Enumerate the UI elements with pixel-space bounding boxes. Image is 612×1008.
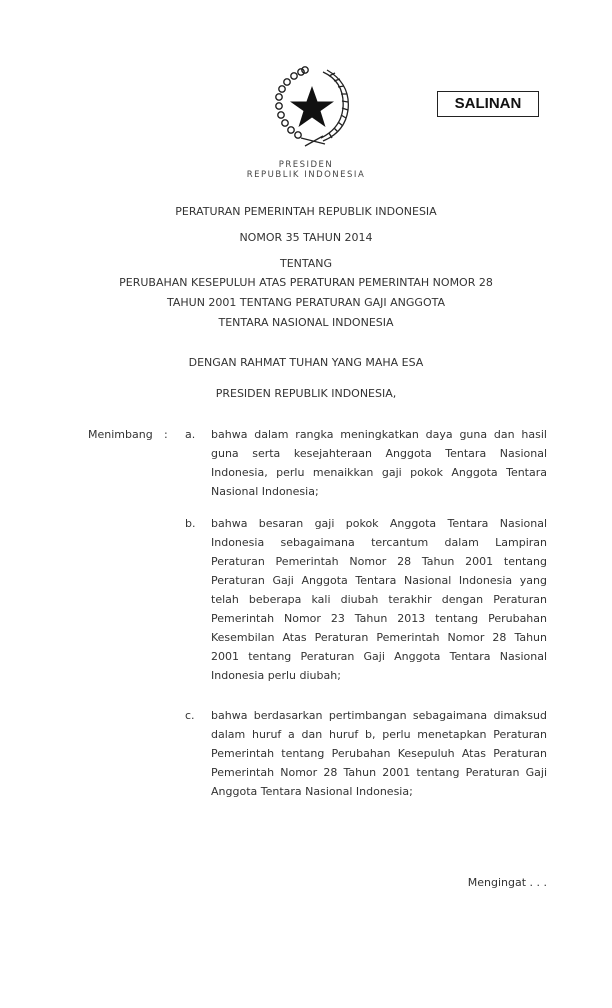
item-letter: b.	[185, 517, 196, 530]
preamble-invocation: DENGAN RAHMAT TUHAN YANG MAHA ESA	[188, 356, 424, 369]
president-label	[0, 160, 612, 180]
item-text: bahwa dalam rangka meningkatkan daya guna dan hasil guna serta kesejahteraan Anggota Tentara Nasional Indonesia, perlu menaikkan gaji pokok Anggota Tentara Nasional Indonesia;	[211, 428, 547, 498]
regulation-about-label: TENTANG	[279, 257, 333, 270]
considering-label: Menimbang	[88, 428, 153, 441]
regulation-subject-line-2: TAHUN 2001 TENTANG PERATURAN GAJI ANGGOTA	[166, 296, 446, 309]
republic-line: REPUBLIK INDONESIA	[246, 170, 366, 180]
preamble-president: PRESIDEN REPUBLIK INDONESIA,	[215, 387, 397, 400]
item-letter: c.	[185, 709, 195, 722]
considering-colon: :	[164, 428, 168, 441]
regulation-number: NOMOR 35 TAHUN 2014	[239, 231, 373, 244]
item-text: bahwa besaran gaji pokok Anggota Tentara Nasional Indonesia sebagaimana tercantum dalam Lampiran Peraturan Pemerintah Nomor 28 Tahun 2001 tentang Peraturan Gaji Anggota Tentara Nasional Indonesia yang telah beberapa kali diubah terakhir dengan Peraturan Pemerintah Nomor 23 Tahun 2013 tentang Perubahan Kesembilan Atas Peraturan Pemerintah Nomor 28 Tahun 2001 tentang Peraturan Gaji Anggota Tentara Nasional Indonesia perlu diubah;	[211, 517, 547, 682]
president-line: PRESIDEN	[278, 160, 334, 170]
regulation-title: PERATURAN PEMERINTAH REPUBLIK INDONESIA	[175, 205, 437, 218]
item-text: bahwa berdasarkan pertimbangan sebagaimana dimaksud dalam huruf a dan huruf b, perlu menetapkan Peraturan Pemerintah tentang Perubahan Kesepuluh Atas Peraturan Pemerintah Nomor 28 Tahun 2001 tentang Peraturan Gaji Anggota Tentara Nasional Indonesia;	[211, 709, 547, 798]
regulation-subject-line-3: TENTARA NASIONAL INDONESIA	[218, 316, 394, 329]
item-letter: a.	[185, 428, 196, 441]
garuda-star-emblem-icon	[271, 64, 353, 148]
regulation-subject-line-1: PERUBAHAN KESEPULUH ATAS PERATURAN PEMERINTAH NOMOR 28	[119, 276, 493, 289]
page-continuation: Mengingat . . .	[467, 876, 547, 889]
salinan-stamp: SALINAN	[437, 91, 539, 117]
